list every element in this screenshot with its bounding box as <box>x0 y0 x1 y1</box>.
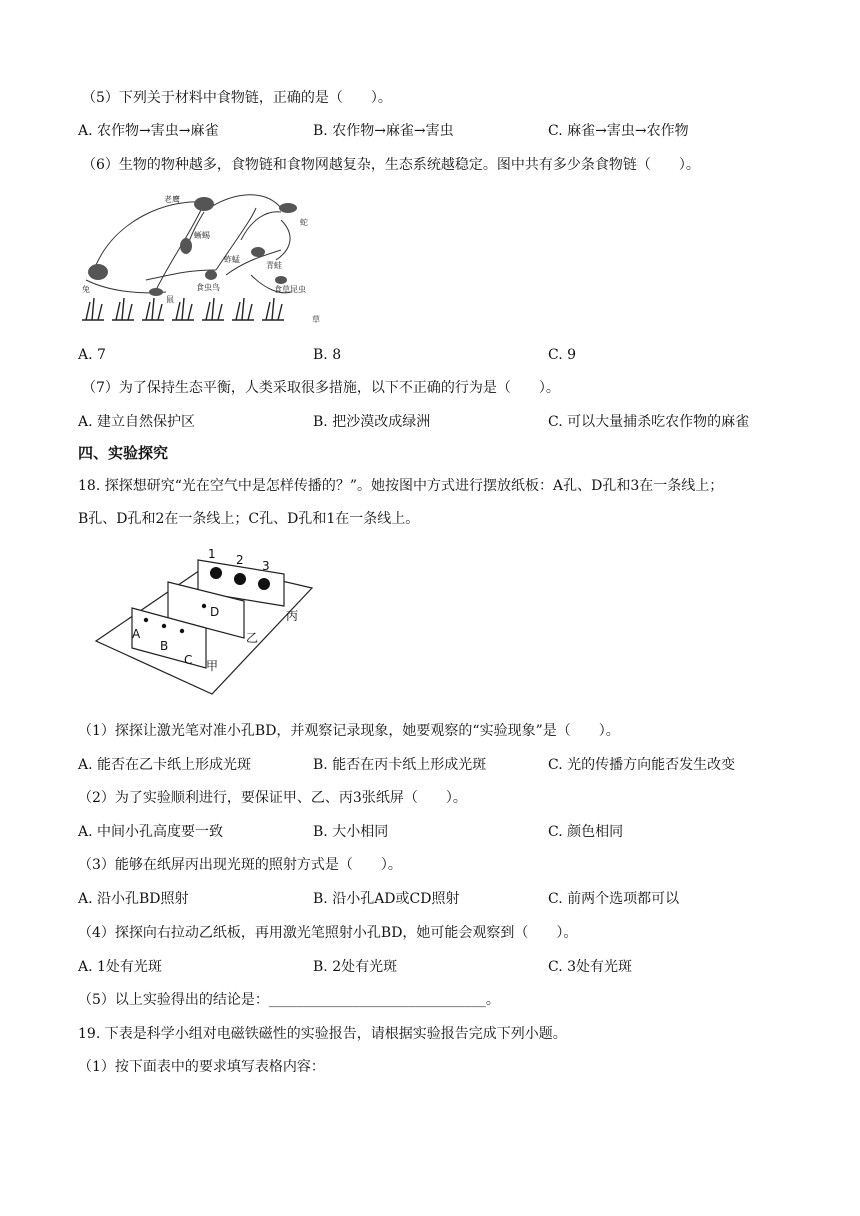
label-yi: 乙 <box>246 631 259 645</box>
eagle-icon <box>194 197 214 211</box>
rabbit-icon <box>88 264 108 280</box>
label-lizard: 蜥蜴 <box>194 231 210 240</box>
frog-icon <box>251 247 265 257</box>
label-3: 3 <box>262 559 270 573</box>
label-eagle: 老鹰 <box>164 195 180 204</box>
label-1: 1 <box>208 547 216 561</box>
question-19-intro: 19. 下表是科学小组对电磁铁磁性的实验报告，请根据实验报告完成下列小题。 <box>78 1026 567 1042</box>
option-b: B. 把沙漠改成绿洲 <box>313 414 431 430</box>
label-2: 2 <box>236 553 244 567</box>
option-a: A. 沿小孔BD照射 <box>78 891 189 907</box>
option-a: A. 1处有光斑 <box>78 959 162 975</box>
label-mouse: 鼠 <box>166 295 174 304</box>
light-experiment-figure <box>94 546 316 698</box>
option-b: B. 8 <box>313 347 342 363</box>
label-b: B <box>160 639 169 653</box>
question-18-intro-2: B孔、D孔和2在一条线上；C孔、D孔和1在一条线上。 <box>78 511 420 527</box>
question-17-7: （7）为了保持生态平衡，人类采取很多措施，以下不正确的行为是（ ）。 <box>82 380 560 396</box>
option-c: C. 9 <box>548 347 577 363</box>
option-a: A. 中间小孔高度要一致 <box>78 824 224 840</box>
label-d: D <box>210 605 220 619</box>
bird-icon <box>205 270 217 280</box>
option-b: B. 沿小孔AD或CD照射 <box>313 891 460 907</box>
option-c: C. 颜色相同 <box>548 824 624 840</box>
lizard-icon <box>180 238 192 254</box>
question-18-intro: 18. 探探想研究“光在空气中是怎样传播的？”。她按图中方式进行摆放纸板：A孔、D孔和3在一条线上； <box>78 478 724 494</box>
option-c: C. 3处有光斑 <box>548 959 633 975</box>
label-frog: 青蛙 <box>266 261 282 270</box>
label-seed-bird: 食虫鸟 <box>196 283 220 292</box>
option-c: C. 麻雀→害虫→农作物 <box>548 123 689 139</box>
option-a: A. 建立自然保护区 <box>78 414 196 430</box>
question-18-2: （2）为了实验顺利进行，要保证甲、乙、丙3张纸屏（ ）。 <box>78 790 467 806</box>
option-c: C. 可以大量捕杀吃农作物的麻雀 <box>548 414 750 430</box>
option-b: B. 2处有光斑 <box>313 959 398 975</box>
label-insect: 食草昆虫 <box>274 285 306 294</box>
question-18-4: （4）探探向右拉动乙纸板，再用激光笔照射小孔BD，她可能会观察到（ ）。 <box>78 925 578 941</box>
option-b: B. 农作物→麻雀→害虫 <box>313 123 454 139</box>
option-a: A. 7 <box>78 347 106 363</box>
food-web-figure <box>76 180 336 330</box>
option-c: C. 光的传播方向能否发生改变 <box>548 757 736 773</box>
label-c: C <box>184 653 193 667</box>
mouse-icon <box>149 288 163 296</box>
label-a: A <box>132 627 141 641</box>
label-grass: 草 <box>312 315 320 324</box>
question-17-5: （5）下列关于材料中食物链，正确的是（ ）。 <box>82 90 392 106</box>
question-19-1: （1）按下面表中的要求填写表格内容： <box>78 1059 325 1075</box>
option-b: B. 大小相同 <box>313 824 389 840</box>
option-b: B. 能否在丙卡纸上形成光斑 <box>313 757 487 773</box>
question-18-1: （1）探探让激光笔对准小孔BD，并观察记录现象，她要观察的“实验现象”是（ ）。 <box>78 723 620 739</box>
option-a: A. 能否在乙卡纸上形成光斑 <box>78 757 252 773</box>
label-jia: 甲 <box>206 659 219 673</box>
label-snake: 蛇 <box>300 218 308 227</box>
snake-icon <box>279 203 297 213</box>
option-c: C. 前两个选项都可以 <box>548 891 680 907</box>
label-bing: 丙 <box>286 609 299 623</box>
question-18-5: （5）以上实验得出的结论是：_______________________________。 <box>78 992 500 1008</box>
option-a: A. 农作物→害虫→麻雀 <box>78 123 219 139</box>
question-18-3: （3）能够在纸屏丙出现光斑的照射方式是（ ）。 <box>78 857 402 873</box>
label-rabbit: 兔 <box>82 285 90 294</box>
label-grasshopper: 蚱蜢 <box>224 255 240 264</box>
section-title: 四、实验探究 <box>78 444 169 462</box>
question-17-6: （6）生物的物种越多，食物链和食物网越复杂，生态系统越稳定。图中共有多少条食物链（ ）。 <box>82 157 700 173</box>
insect-icon <box>275 276 287 284</box>
